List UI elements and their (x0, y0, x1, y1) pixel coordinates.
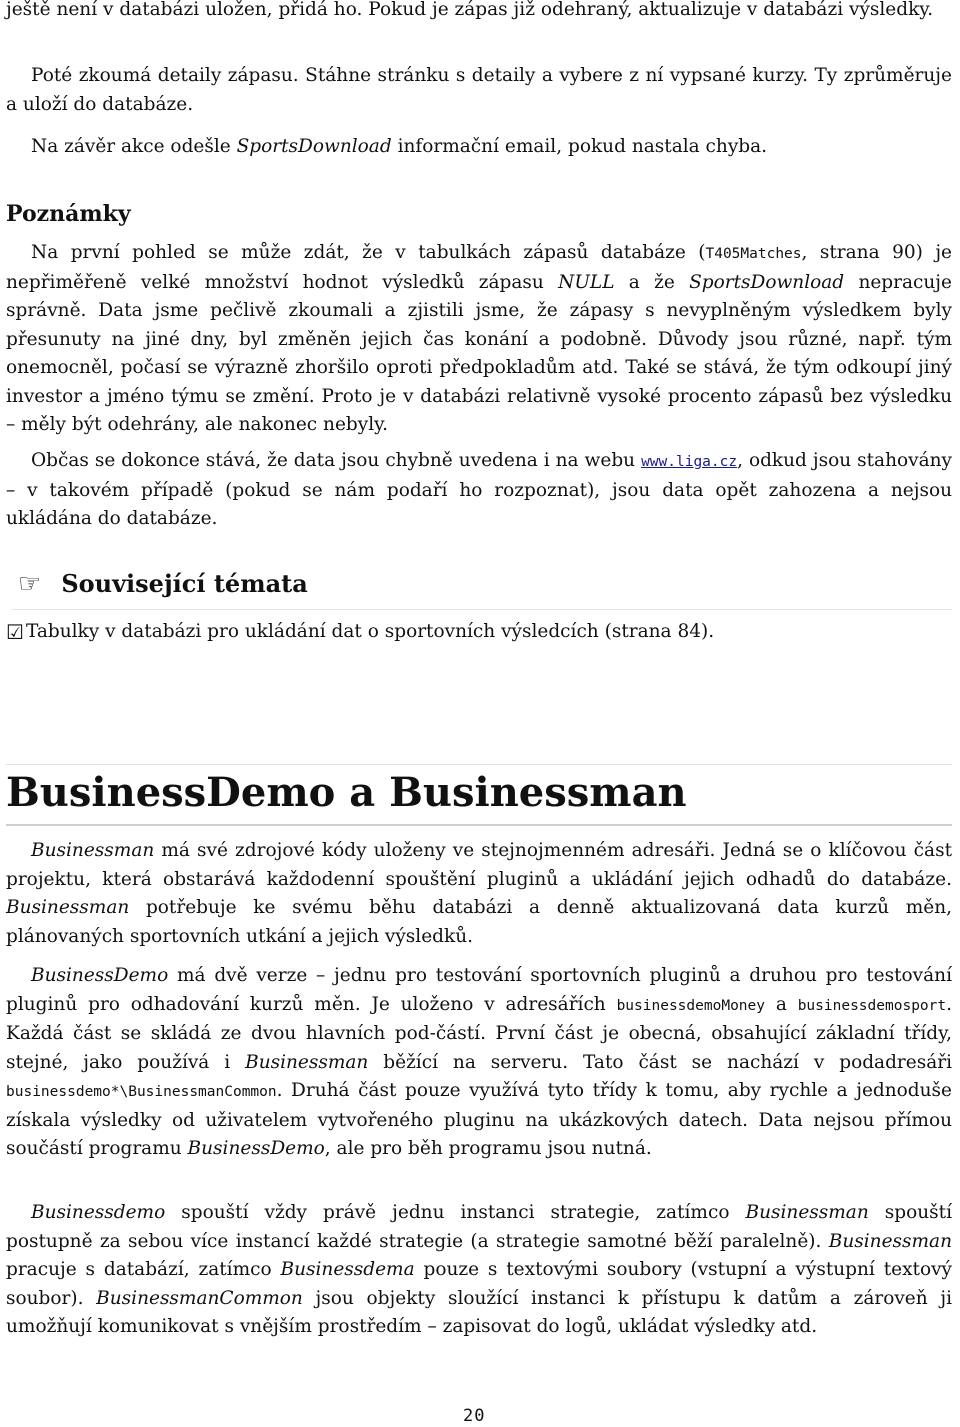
liga-link[interactable]: www.liga.cz (641, 454, 738, 470)
page-number: 20 (463, 1406, 486, 1426)
chapter-title: BusinessDemo a Businessman (6, 769, 687, 816)
chapter-divider-top (6, 764, 952, 765)
chapter-paragraph-2: BusinessDemo má dvě verze – jednu pro testování sportovních pluginů a druhou pro testování pluginů pro odhadování kurzů měn. Je uloženo v adresářích businessdemoMoney a businessdemosport. Každá část se skládá ze dvou hlavních pod-částí. První část je obecná, obsahující základní třídy, stejné, jako používá i Businessman běžící na serveru. Tato část se nachází v podadresáři businessdemo*\BusinessmanCommon. Druhá část pouze využívá tyto třídy k tomu, aby rychle a jednoduše získala výsledky od uživatelem vytvořeného pluginu na ukázkových datech. Data nejsou přímou součástí programu BusinessDemo, ale pro běh programu jsou nutná. (6, 965, 953, 1159)
intro-paragraph-3: Na závěr akce odešle SportsDownload informační email, pokud nastala chyba. (31, 136, 768, 157)
chapter-paragraph-1: Businessman má své zdrojové kódy uloženy ve stejnojmenném adresáři. Jedná se o klíčovou část projektu, která obstarává každodenní spouštění pluginů a ukládání jejich odhadů do databáze. Businessman potřebuje ke svému běhu databázi a denně aktualizovaná data kurzů měn, plánovaných sportovních utkání a jejich výsledků. (6, 840, 952, 947)
chapter-divider-bottom (6, 824, 952, 826)
checkbox-icon: ☑ (6, 620, 24, 644)
notes-heading: Poznámky (6, 201, 131, 227)
table-name-code: T405Matches (705, 246, 802, 262)
related-divider (12, 609, 952, 610)
pointing-hand-icon: ☞ (18, 569, 42, 599)
related-topic-link[interactable]: ☑ Tabulky v databázi pro ukládání dat o sportovních výsledcích (strana 84). (6, 618, 714, 647)
related-topics-heading: ☞ Související témata (18, 569, 308, 599)
intro-paragraph-1: ještě není v databázi uložen, přidá ho. Pokud je zápas již odehraný, aktualizuje v databázi výsledky. (6, 0, 934, 20)
intro-paragraph-2: Poté zkoumá detaily zápasu. Stáhne stránku s detaily a vybere z ní vypsané kurzy. Ty zprůměruje a uloží do databáze. (6, 65, 952, 115)
notes-paragraph-2: Občas se dokonce stává, že data jsou chybně uvedena i na webu www.liga.cz, odkud jsou stahovány – v takovém případě (pokud se nám podaří ho rozpoznat), jsou data opět zahozena a nejsou ukládána do databáze. (6, 450, 952, 529)
chapter-paragraph-3: Businessdemo spouští vždy právě jednu instanci strategie, zatímco Businessman spouští postupně za sebou více instancí každé strategie (a strategie samotné běží paralelně). Businessman pracuje s databází, zatímco Businessdema pouze s textovými soubory (vstupní a výstupní textový soubor). BusinessmanCommon jsou objekty sloužící instanci k přístupu k datům a zároveň ji umožňují komunikovat s vnějším prostředím – zapisovat do logů, ukládat výsledky atd. (6, 1202, 952, 1337)
sportsdownload-term: SportsDownload (236, 136, 392, 157)
notes-paragraph-1: Na první pohled se může zdát, že v tabulkách zápasů databáze (T405Matches, strana 90) je nepřiměřeně velké množství hodnot výsledků zápasu NULL a že SportsDownload nepracuje správně. Data jsme pečlivě zkoumali a zjistili jsme, že zápasy s nevyplněným výsledkem byly přesunuty na jiné dny, byl změněn jejich čas konání a podobně. Důvody jsou různé, např. tým onemocněl, počasí se výrazně zhoršilo oproti předpokladům atd. Také se stává, že tým odkoupí jiný investor a jméno týmu se změní. Proto je v databázi relativně vysoké procento zápasů bez výsledku – měly být odehrány, ale nakonec nebyly. (6, 242, 952, 435)
